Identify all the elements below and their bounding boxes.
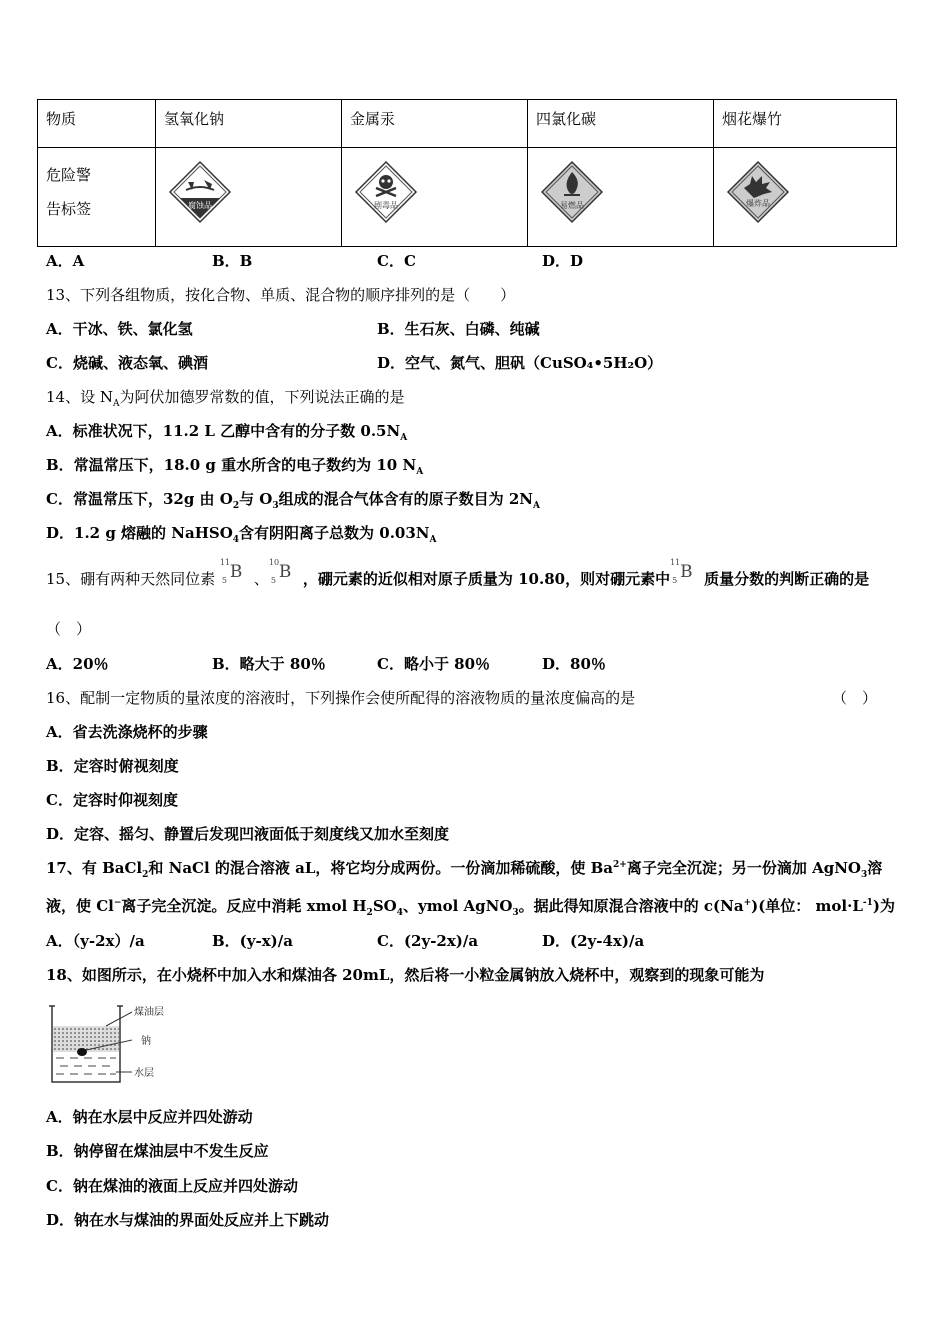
table-cell — [38, 148, 156, 247]
option-a: A．钠在水层中反应并四处游动 — [46, 1108, 253, 1126]
fig-label-water: 水层 — [134, 1068, 154, 1079]
question-stem: 13、下列各组物质，按化合物、单质、混合物的顺序排列的是（ ） — [46, 286, 516, 304]
option-d: D．(2y-4x)/a — [542, 932, 645, 950]
table-cell: 氢氧化钠 — [156, 100, 342, 148]
row-label: 危险警 — [46, 166, 92, 184]
question-stem: 14、设 $N_A$为阿伏加德罗常数的值，下列说法正确的是 — [46, 388, 405, 409]
table-cell — [528, 148, 714, 247]
option-a: A．A — [46, 252, 85, 270]
option-a: A．20％ — [46, 655, 109, 673]
isotope-b10: 10 5 B — [268, 558, 292, 585]
table-cell — [714, 148, 897, 247]
beaker-figure — [46, 1000, 186, 1090]
hazard-label: 腐蚀品 — [188, 201, 212, 210]
option-d: D．定容、摇匀、静置后发现凹液面低于刻度线又加水至刻度 — [46, 825, 450, 843]
option-a: A．干冰、铁、氯化氢 — [46, 320, 193, 338]
option-c: C．C — [377, 252, 416, 270]
option-b: B．常温常压下，18.0 g 重水所含的电子数约为 10 $N_A$ — [46, 456, 424, 477]
option-a: A．（y-2x）/a — [46, 932, 145, 950]
row-label: 告标签 — [46, 200, 92, 218]
option-c: C．钠在煤油的液面上反应并四处游动 — [46, 1177, 298, 1195]
isotope-b11: 11 5 B — [219, 558, 243, 585]
question-stem: 15、硼有两种天然同位素 11 5 B 、 10 5 B ，硼元素的近似相对原子质量为 10.80，则对硼元素中 11 5 B 质量分数的判断正确的是 — [46, 558, 870, 588]
option-a: A．标准状况下，11.2 L 乙醇中含有的分子数 $0.5N_A$ — [46, 422, 408, 443]
table-cell: 四氯化碳 — [528, 100, 714, 148]
option-d: D．1.2 g 熔融的 NaHSO$_4$含有阴阳离子总数为 $0.03N_A$ — [46, 524, 437, 545]
isotope-b11: 11 5 B — [670, 558, 693, 585]
hazard-label: 爆炸品 — [746, 199, 770, 208]
fig-label-kerosene: 煤油层 — [134, 1007, 164, 1018]
option-c: C．烧碱、液态氧、碘酒 — [46, 354, 208, 372]
question-stem: 18、如图所示，在小烧杯中加入水和煤油各 20mL，然后将一小粒金属钠放入烧杯中，观察到的现象可能为 — [46, 966, 765, 984]
option-c: C．常温常压下，32g 由 $O_2$与 $O_3$组成的混合气体含有的原子数目为 $2N_A$ — [46, 490, 540, 511]
table-cell: 物质 — [38, 100, 156, 148]
option-b: B．定容时俯视刻度 — [46, 757, 179, 775]
answer-paren: （ ） — [832, 689, 878, 707]
option-d: D．钠在水与煤油的界面处反应并上下跳动 — [46, 1211, 330, 1229]
option-a: A．省去洗涤烧杯的步骤 — [46, 723, 208, 741]
option-b: B．钠停留在煤油层中不发生反应 — [46, 1142, 269, 1160]
question-stem: 16、配制一定物质的量浓度的溶液时，下列操作会使所配得的溶液物质的量浓度偏高的是 — [46, 689, 636, 707]
option-d: D．空气、氮气、胆矾（CuSO₄•5H₂O） — [377, 354, 663, 372]
option-c: C．定容时仰视刻度 — [46, 791, 178, 809]
option-d: D．80％ — [542, 655, 606, 673]
hazard-label: 易燃品 — [560, 201, 584, 210]
hazard-table — [37, 99, 897, 247]
hazard-label: 剧毒品 — [374, 201, 398, 210]
sodium-piece — [77, 1048, 87, 1056]
option-c: C．(2y-2x)/a — [377, 932, 479, 950]
explosion-icon — [726, 160, 790, 224]
option-b: B．略大于 80％ — [212, 655, 326, 673]
skull-icon — [354, 160, 418, 224]
table-cell — [156, 148, 342, 247]
option-d: D．D — [542, 252, 584, 270]
option-b: B．B — [212, 252, 253, 270]
option-b: B．(y-x)/a — [212, 932, 293, 950]
table-cell: 烟花爆竹 — [714, 100, 897, 148]
answer-paren: （ ） — [46, 620, 92, 638]
question-stem-cont: 液，使 Cl−离子完全沉淀。反应中消耗 xmol $H_2SO_4$、ymol AgNO$_3$。据此得知原混合溶液中的 c(Na+)(单位： $mol\cdot L^{-1}$)为 — [46, 897, 895, 918]
flame-icon — [540, 160, 604, 224]
corrosive-icon — [168, 160, 232, 224]
fig-label-sodium: 钠 — [141, 1036, 151, 1047]
option-b: B．生石灰、白磷、纯碱 — [377, 320, 540, 338]
table-cell — [342, 148, 528, 247]
question-stem: 17、有 BaCl$_2$和 NaCl 的混合溶液 aL，将它均分成两份。一份滴加稀硫酸，使 $Ba^{2+}$离子完全沉淀；另一份滴加 AgNO$_3$溶 — [46, 859, 883, 880]
table-cell: 金属汞 — [342, 100, 528, 148]
option-c: C．略小于 80％ — [377, 655, 491, 673]
